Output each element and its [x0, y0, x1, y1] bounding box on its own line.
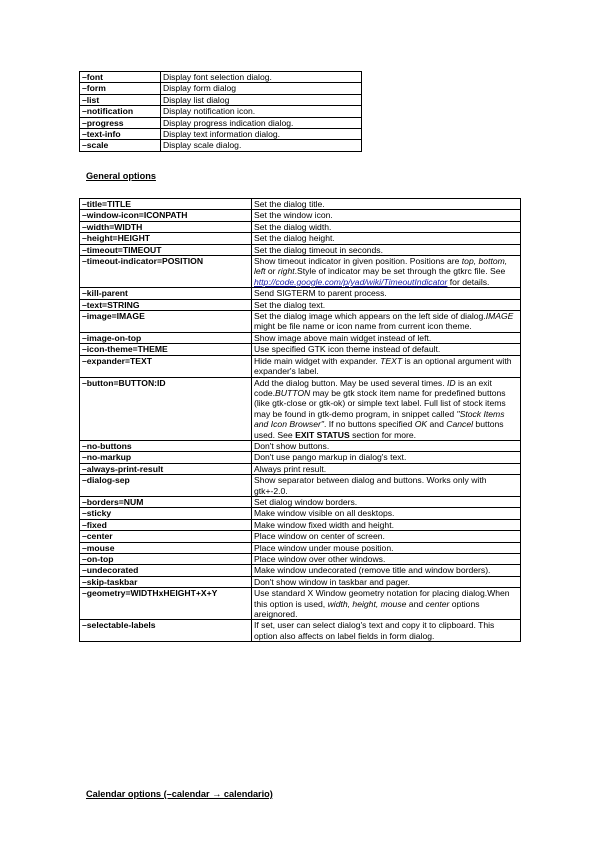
general-option-row [80, 475, 521, 497]
description-text: Set the dialog timeout in seconds. [254, 244, 383, 255]
option-description [252, 508, 521, 519]
option-name: –no-markup [80, 452, 252, 463]
description-text: . If no buttons specified [323, 419, 415, 430]
option-description [252, 452, 521, 463]
option-description: Display text information dialog. [161, 129, 362, 140]
general-option-row [80, 344, 521, 355]
calendar-options-heading: Calendar options (–calendar → calendario) [86, 789, 273, 799]
description-text: Set the dialog text. [254, 299, 326, 310]
general-option-row [80, 519, 521, 530]
option-description: Display notification icon. [161, 106, 362, 117]
option-description: Display scale dialog. [161, 140, 362, 151]
description-text: for details. [447, 276, 490, 287]
option-name: –button=BUTTON:ID [80, 377, 252, 440]
option-name: –geometry=WIDTHxHEIGHT+X+Y [80, 588, 252, 620]
option-description [252, 233, 521, 244]
option-description [252, 344, 521, 355]
description-text: or [265, 266, 278, 277]
general-option-row [80, 244, 521, 255]
description-text: Show image above main widget instead of left. [254, 332, 432, 343]
general-option-row [80, 299, 521, 310]
option-name: –center [80, 531, 252, 542]
option-name: –image-on-top [80, 332, 252, 343]
option-name: –kill-parent [80, 288, 252, 299]
italic-text: OK [414, 419, 428, 430]
option-description [252, 221, 521, 232]
option-description [252, 519, 521, 530]
option-name: –timeout=TIMEOUT [80, 244, 252, 255]
option-description [252, 620, 521, 642]
dialog-type-row [80, 72, 362, 83]
option-name: –no-buttons [80, 440, 252, 451]
description-text: Show timeout indicator in given position. Positions are [254, 256, 462, 267]
general-option-row [80, 542, 521, 553]
option-name: –progress [80, 117, 161, 128]
description-text: Set the dialog image which appears on the left side of dialog. [254, 311, 486, 322]
option-name: –width=WIDTH [80, 221, 252, 232]
general-option-row [80, 233, 521, 244]
option-description [252, 531, 521, 542]
description-text: might be file name or icon name from current icon theme. [254, 321, 472, 332]
description-text: options areignored. [254, 598, 480, 620]
dialog-type-table-body [80, 72, 362, 152]
italic-text: BUTTON [275, 387, 311, 398]
description-text: and [406, 598, 426, 609]
description-text: Use standard X Window geometry notation for placing dialog.When this option is used, [254, 588, 510, 609]
description-text: Set the dialog title. [254, 199, 325, 209]
option-name: –fixed [80, 519, 252, 530]
general-options-table [79, 198, 521, 642]
option-name: –skip-taskbar [80, 576, 252, 587]
italic-text: IMAGE [485, 311, 514, 322]
italic-text: top, bottom, left [254, 256, 508, 277]
general-option-row [80, 256, 521, 288]
option-description [252, 565, 521, 576]
option-name: –dialog-sep [80, 475, 252, 497]
option-description [252, 332, 521, 343]
option-name: –text-info [80, 129, 161, 140]
option-description: Display font selection dialog. [161, 72, 362, 83]
general-option-row [80, 355, 521, 377]
option-description [252, 496, 521, 507]
dialog-type-row [80, 140, 362, 151]
general-option-row [80, 288, 521, 299]
option-description [252, 210, 521, 221]
general-option-row [80, 221, 521, 232]
option-name: –font [80, 72, 161, 83]
dialog-type-row [80, 83, 362, 94]
description-text: If set, user can select dialog's text and copy it to clipboard. This option also affects on label fields in form dialog. [254, 620, 495, 641]
option-name: –borders=NUM [80, 496, 252, 507]
general-option-row [80, 508, 521, 519]
option-description: Display list dialog [161, 94, 362, 105]
option-name: –notification [80, 106, 161, 117]
option-name: –height=HEIGHT [80, 233, 252, 244]
italic-text: "Stock Items and Icon Browser" [254, 408, 505, 430]
option-name: –selectable-labels [80, 620, 252, 642]
description-text: Make window undecorated (remove title and window borders). [254, 565, 491, 576]
description-text: .Style of indicator may be set through the gtkrc file. See [294, 266, 506, 277]
italic-text: width, height, mouse [327, 598, 407, 609]
dialog-type-table [79, 71, 362, 152]
italic-text: center [425, 598, 450, 609]
general-option-row [80, 452, 521, 463]
option-name: –timeout-indicator=POSITION [80, 256, 252, 288]
general-option-row [80, 531, 521, 542]
description-text: is an exit code. [254, 377, 492, 398]
option-description [252, 299, 521, 310]
general-option-row [80, 554, 521, 565]
option-description [252, 440, 521, 451]
option-description [252, 355, 521, 377]
general-option-row [80, 311, 521, 333]
general-option-row [80, 377, 521, 440]
general-option-row [80, 576, 521, 587]
option-description [252, 463, 521, 474]
option-name: –mouse [80, 542, 252, 553]
option-name: –text=STRING [80, 299, 252, 310]
general-options-table-body [80, 199, 521, 642]
description-text: Use specified GTK icon theme instead of default. [254, 344, 441, 355]
option-name: –expander=TEXT [80, 355, 252, 377]
option-name: –icon-theme=THEME [80, 344, 252, 355]
option-name: –sticky [80, 508, 252, 519]
general-option-row [80, 565, 521, 576]
description-text: Make window fixed width and height. [254, 519, 394, 530]
description-text: Don't show window in taskbar and pager. [254, 576, 410, 587]
description-text: Don't show buttons. [254, 440, 330, 451]
option-description [252, 377, 521, 440]
description-text: Hide main widget with expander. [254, 355, 381, 366]
description-text: and [427, 419, 447, 430]
description-text: buttons used. See [254, 419, 504, 440]
description-text: Don't use pango markup in dialog's text. [254, 452, 407, 463]
option-description [252, 576, 521, 587]
bold-text: EXIT STATUS [295, 429, 350, 440]
option-name: –scale [80, 140, 161, 151]
description-text: is an optional argument with expander's label. [254, 355, 512, 377]
description-text: may be gtk stock item name for predefined buttons (like gtk-close or gtk-ok) or simple text label. Full list of stock items may be found in gtk-demo program, in snippet called [254, 387, 506, 419]
timeout-indicator-link[interactable]: http://code.google.com/p/yad/wiki/TimeoutIndicator [254, 276, 448, 287]
option-name: –window-icon=ICONPATH [80, 210, 252, 221]
option-description: Display form dialog [161, 83, 362, 94]
description-text: Set the dialog height. [254, 233, 335, 244]
general-option-row [80, 463, 521, 474]
description-text: Add the dialog button. May be used several times. [254, 377, 447, 388]
italic-text: right [277, 266, 295, 277]
dialog-type-row [80, 117, 362, 128]
description-text: section for more. [349, 429, 417, 440]
description-text: Make window visible on all desktops. [254, 508, 395, 519]
option-name: –always-print-result [80, 463, 252, 474]
description-text: Set the dialog width. [254, 221, 332, 232]
description-text: Show separator between dialog and buttons. Works only with gtk+-2.0. [254, 475, 487, 496]
dialog-type-row [80, 106, 362, 117]
option-description [252, 588, 521, 620]
dialog-type-row [80, 94, 362, 105]
option-name: –list [80, 94, 161, 105]
general-option-row [80, 210, 521, 221]
option-description [252, 542, 521, 553]
description-text: Send SIGTERM to parent process. [254, 288, 387, 299]
option-name: –title=TITLE [80, 199, 252, 210]
general-option-row [80, 620, 521, 642]
option-name: –on-top [80, 554, 252, 565]
general-option-row [80, 496, 521, 507]
option-description [252, 288, 521, 299]
description-text: Place window over other windows. [254, 554, 386, 564]
option-description [252, 256, 521, 288]
general-option-row [80, 588, 521, 620]
description-text: Place window on center of screen. [254, 531, 385, 542]
italic-text: TEXT [380, 355, 403, 366]
option-description [252, 199, 521, 210]
italic-text: ID [447, 377, 456, 388]
general-option-row [80, 440, 521, 451]
general-option-row [80, 332, 521, 343]
description-text: Always print result. [254, 463, 327, 474]
description-text: Set the window icon. [254, 210, 333, 221]
option-name: –form [80, 83, 161, 94]
option-name: –image=IMAGE [80, 311, 252, 333]
dialog-type-row [80, 129, 362, 140]
option-description [252, 311, 521, 333]
description-text: Place window under mouse position. [254, 542, 394, 553]
option-description: Display progress indication dialog. [161, 117, 362, 128]
italic-text: Cancel [446, 419, 474, 430]
option-description [252, 244, 521, 255]
option-description [252, 554, 521, 565]
description-text: Set dialog window borders. [254, 496, 358, 507]
option-name: –undecorated [80, 565, 252, 576]
general-option-row [80, 199, 521, 210]
general-options-heading: General options [86, 171, 156, 181]
option-description [252, 475, 521, 497]
